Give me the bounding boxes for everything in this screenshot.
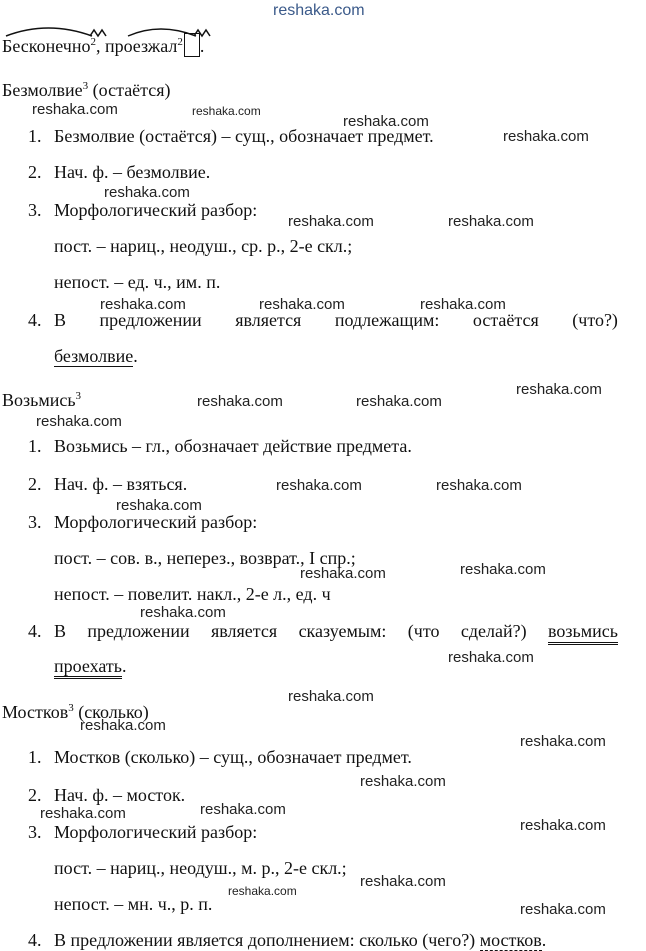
watermark: reshaka.com: [520, 901, 606, 918]
watermark: reshaka.com: [259, 296, 345, 313]
s2-item-2: 2. Нач. ф. – взяться.: [28, 474, 188, 494]
header-sup-1: 2: [90, 36, 96, 48]
watermark: reshaka.com: [36, 413, 122, 430]
watermark: reshaka.com: [420, 296, 506, 313]
watermark: reshaka.com: [116, 497, 202, 514]
s3-item-3-const: пост. – нариц., неодуш., м. р., 2-е скл.;: [54, 858, 347, 878]
watermark: reshaka.com: [356, 393, 442, 410]
watermark: reshaka.com: [516, 381, 602, 398]
section-3-word: Мостков: [2, 702, 69, 722]
watermark: reshaka.com: [32, 101, 118, 118]
ending-box: [184, 33, 200, 57]
s1-item-1: 1. Безмолвие (остаётся) – сущ., обозначает предмет.: [28, 126, 434, 146]
s3-item-2: 2. Нач. ф. – мосток.: [28, 785, 186, 805]
s1-item-3: 3. Морфологический разбор:: [28, 200, 258, 220]
s1-item-4-tail: безмолвие.: [54, 346, 138, 366]
predicate-underline-1: возьмись: [548, 620, 618, 645]
watermark: reshaka.com: [360, 873, 446, 890]
watermark: reshaka.com: [343, 113, 429, 130]
watermark: reshaka.com: [448, 649, 534, 666]
section-3-note: (сколько): [78, 702, 149, 722]
watermark: reshaka.com: [520, 733, 606, 750]
section-2-word: Возьмись: [2, 390, 76, 410]
watermark: reshaka.com: [192, 104, 261, 118]
s1-item-4: 4. В предложении является подлежащим: остаётся (что?): [28, 310, 618, 330]
section-1-sup: 3: [82, 80, 89, 92]
watermark: reshaka.com: [104, 184, 190, 201]
section-1-title: [2, 79, 171, 101]
watermark: reshaka.com: [520, 817, 606, 834]
watermark: reshaka.com: [276, 477, 362, 494]
s2-item-3-const: пост. – сов. в., неперез., возврат., I спр.;: [54, 548, 356, 568]
section-3-sup: 3: [68, 702, 74, 714]
watermark: reshaka.com: [460, 561, 546, 578]
s3-item-3: 3. Морфологический разбор:: [28, 822, 258, 842]
header-end: .: [199, 36, 205, 56]
s1-item-2: 2. Нач. ф. – безмолвие.: [28, 162, 211, 182]
header-sup-2: 2: [177, 36, 183, 48]
s1-item-3-const: пост. – нариц., неодуш., ср. р., 2-е скл.;: [54, 236, 353, 256]
header-line: [2, 33, 204, 57]
s2-item-3-var: непост. – повелит. накл., 2-е л., ед. ч: [54, 584, 331, 604]
watermark: reshaka.com: [288, 213, 374, 230]
watermark: reshaka.com: [360, 773, 446, 790]
header-sep: ,: [95, 36, 101, 56]
s3-item-4: 4. В предложении является дополнением: сколько (чего?) мостков.: [28, 930, 547, 950]
s2-item-4-tail: проехать.: [54, 655, 126, 677]
section-1-note: (остаётся): [92, 80, 171, 100]
watermark: reshaka.com: [80, 717, 166, 734]
s2-item-4: 4. В предложении является сказуемым: (что сделай?) возьмись: [28, 620, 618, 645]
header-word-1: Бесконечно: [2, 36, 91, 56]
s1-item-3-var: непост. – ед. ч., им. п.: [54, 272, 221, 292]
watermark: reshaka.com: [288, 688, 374, 705]
header-word-2: проезжал: [104, 36, 178, 56]
watermark: reshaka.com: [228, 884, 297, 898]
section-1-word: Безмолвие: [2, 80, 83, 100]
s2-item-3: 3. Морфологический разбор:: [28, 512, 258, 532]
watermark: reshaka.com: [40, 805, 126, 822]
s2-item-1: 1. Возьмись – гл., обозначает действие предмета.: [28, 436, 412, 456]
predicate-underline-2: проехать: [54, 656, 122, 679]
s3-item-3-var: непост. – мн. ч., р. п.: [54, 894, 213, 914]
watermark: reshaka.com: [100, 296, 186, 313]
watermark: reshaka.com: [448, 213, 534, 230]
watermark: reshaka.com: [300, 565, 386, 582]
watermark: reshaka.com: [140, 604, 226, 621]
section-2-sup: 3: [75, 390, 82, 402]
subject-underline: безмолвие: [54, 346, 134, 366]
watermark: reshaka.com: [197, 393, 283, 410]
watermark: reshaka.com: [273, 2, 365, 19]
section-2-title: [2, 389, 81, 411]
s3-item-1: 1. Мостков (сколько) – сущ., обозначает предмет.: [28, 747, 412, 767]
watermark: reshaka.com: [200, 801, 286, 818]
object-underline: мостков: [479, 930, 542, 950]
watermark: reshaka.com: [436, 477, 522, 494]
watermark: reshaka.com: [503, 128, 589, 145]
